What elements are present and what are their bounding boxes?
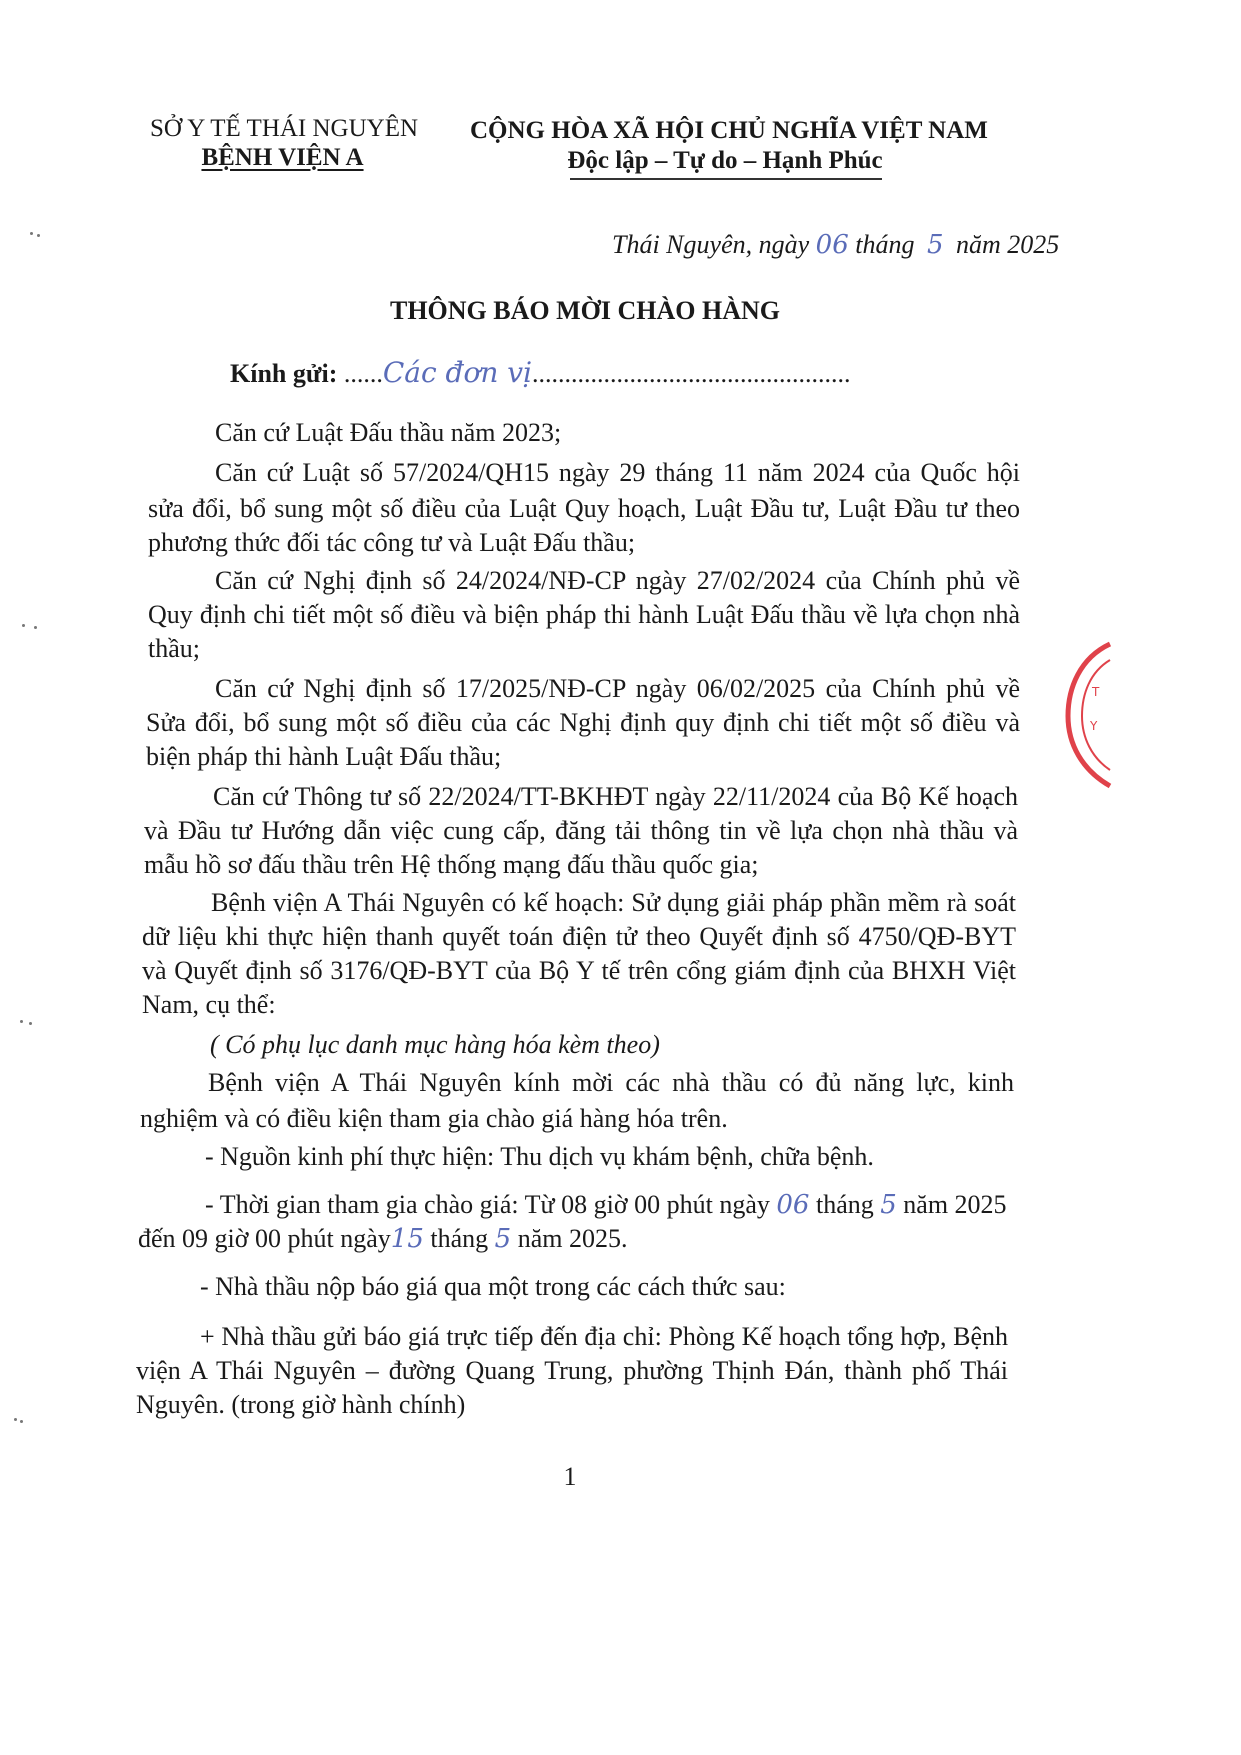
scan-speck bbox=[20, 1420, 23, 1423]
paragraph-legal-basis-3-line-2: Quy định chi tiết một số điều và biện pháp thi hành Luật Đấu thầu về lựa chọn nhà bbox=[148, 600, 1020, 629]
document-title: THÔNG BÁO MỜI CHÀO HÀNG bbox=[389, 296, 780, 325]
bidding-start-day-handwritten: 06 bbox=[776, 1190, 810, 1220]
paragraph-legal-basis-4-line-2: Sửa đổi, bổ sung một số điều của các Nghị định quy định chi tiết một số điều và bbox=[146, 708, 1020, 737]
scan-speck bbox=[37, 234, 40, 237]
recipient-line bbox=[230, 356, 851, 389]
bidding-period-end-text: đến 09 giờ 00 phút ngày bbox=[138, 1224, 391, 1253]
scan-speck bbox=[20, 1020, 23, 1023]
recipient-handwritten: Các đơn vị bbox=[382, 356, 533, 389]
country-name: CỘNG HÒA XÃ HỘI CHỦ NGHĨA VIỆT NAM bbox=[470, 117, 988, 144]
paragraph-legal-basis-2-line-2: sửa đổi, bổ sung một số điều của Luật Quy hoạch, Luật Đầu tư, Luật Đầu tư theo bbox=[148, 494, 1020, 523]
paragraph-legal-basis-2-line-1: Căn cứ Luật số 57/2024/QH15 ngày 29 tháng 11 năm 2024 của Quốc hội bbox=[215, 458, 1020, 487]
recipient-dots-after: ................................................. bbox=[532, 359, 851, 388]
paragraph-legal-basis-3-line-3: thầu; bbox=[148, 634, 200, 663]
paragraph-legal-basis-5-line-2: và Đầu tư Hướng dẫn việc cung cấp, đăng tải thông tin về lựa chọn nhà thầu và bbox=[144, 816, 1018, 845]
bidding-start-year: năm 2025 bbox=[903, 1190, 1007, 1219]
bidding-end-month-handwritten: 5 bbox=[494, 1224, 512, 1254]
funding-source: - Nguồn kinh phí thực hiện: Thu dịch vụ khám bệnh, chữa bệnh. bbox=[205, 1142, 874, 1171]
official-stamp-fragment bbox=[1062, 640, 1112, 790]
bidding-period-start-text: - Thời gian tham gia chào giá: Từ 08 giờ 00 phút ngày bbox=[205, 1190, 770, 1219]
hospital-name-text: BỆNH VIỆN A bbox=[201, 144, 364, 171]
paragraph-legal-basis-4-line-3: biện pháp thi hành Luật Đấu thầu; bbox=[146, 742, 502, 771]
national-motto: Độc lập – Tự do – Hạnh Phúc bbox=[567, 147, 883, 174]
bidding-period-line-2 bbox=[138, 1224, 627, 1254]
recipient-label: Kính gửi: bbox=[230, 359, 338, 388]
svg-text:T: T bbox=[1092, 685, 1100, 699]
submission-methods-intro: - Nhà thầu nộp báo giá qua một trong các cách thức sau: bbox=[200, 1272, 786, 1301]
page-number: 1 bbox=[563, 1462, 577, 1491]
date-prefix: Thái Nguyên, ngày bbox=[612, 230, 810, 259]
paragraph-legal-basis-5-line-1: Căn cứ Thông tư số 22/2024/TT-BKHĐT ngày 22/11/2024 của Bộ Kế hoạch bbox=[213, 782, 1018, 811]
date-month-handwritten: 5 bbox=[926, 230, 944, 260]
paragraph-legal-basis-2-line-3: phương thức đối tác công tư và Luật Đấu thầu; bbox=[148, 528, 636, 557]
paragraph-plan-line-4: Nam, cụ thể: bbox=[142, 990, 276, 1019]
paragraph-plan-line-1: Bệnh viện A Thái Nguyên có kế hoạch: Sử dụng giải pháp phần mềm rà soát bbox=[211, 888, 1016, 917]
bidding-start-month-handwritten: 5 bbox=[880, 1190, 897, 1220]
date-line bbox=[612, 230, 1059, 260]
scan-speck bbox=[14, 1418, 17, 1421]
bidding-end-month-label: tháng bbox=[430, 1224, 489, 1253]
recipient-dots: ...... bbox=[343, 359, 383, 388]
bidding-end-day-handwritten: 15 bbox=[390, 1224, 424, 1254]
paragraph-legal-basis-3-line-1: Căn cứ Nghị định số 24/2024/NĐ-CP ngày 27/02/2024 của Chính phủ về bbox=[215, 566, 1020, 595]
submission-direct-line-2: viện A Thái Nguyên – đường Quang Trung, phường Thịnh Đán, thành phố Thái bbox=[136, 1356, 1008, 1385]
submission-direct-line-3: Nguyên. (trong giờ hành chính) bbox=[136, 1390, 466, 1419]
submission-direct-line-1: + Nhà thầu gửi báo giá trực tiếp đến địa chỉ: Phòng Kế hoạch tổng hợp, Bệnh bbox=[200, 1322, 1008, 1351]
scan-speck bbox=[29, 1022, 32, 1025]
agency-name: SỞ Y TẾ THÁI NGUYÊN bbox=[150, 115, 419, 142]
paragraph-legal-basis-5-line-3: mẫu hồ sơ đấu thầu trên Hệ thống mạng đấu thầu quốc gia; bbox=[144, 850, 759, 879]
paragraph-plan-line-3: và Quyết định số 3176/QĐ-BYT của Bộ Y tế trên cổng giám định của BHXH Việt bbox=[142, 956, 1016, 985]
paragraph-legal-basis-4-line-1: Căn cứ Nghị định số 17/2025/NĐ-CP ngày 06/02/2025 của Chính phủ về bbox=[215, 674, 1020, 703]
date-year: năm 2025 bbox=[956, 230, 1060, 259]
paragraph-invitation-line-1: Bệnh viện A Thái Nguyên kính mời các nhà thầu có đủ năng lực, kinh bbox=[208, 1068, 1014, 1097]
scan-speck bbox=[22, 624, 25, 627]
date-day-handwritten: 06 bbox=[815, 230, 849, 260]
hospital-name bbox=[150, 144, 415, 172]
date-month-label: tháng bbox=[855, 230, 915, 259]
svg-text:Y: Y bbox=[1090, 719, 1098, 733]
annex-note: ( Có phụ lục danh mục hàng hóa kèm theo) bbox=[210, 1030, 660, 1059]
paragraph-legal-basis-1: Căn cứ Luật Đấu thầu năm 2023; bbox=[215, 418, 562, 447]
motto-underline bbox=[570, 178, 882, 180]
paragraph-plan-line-2: dữ liệu khi thực hiện thanh quyết toán điện tử theo Quyết định số 4750/QĐ-BYT bbox=[142, 922, 1016, 951]
bidding-end-year: năm 2025. bbox=[517, 1224, 628, 1253]
bidding-period-line-1 bbox=[205, 1190, 1007, 1220]
scan-speck bbox=[34, 626, 37, 629]
paragraph-invitation-line-2: nghiệm và có điều kiện tham gia chào giá hàng hóa trên. bbox=[140, 1104, 728, 1133]
bidding-start-month-label: tháng bbox=[815, 1190, 874, 1219]
scan-speck bbox=[30, 232, 33, 235]
